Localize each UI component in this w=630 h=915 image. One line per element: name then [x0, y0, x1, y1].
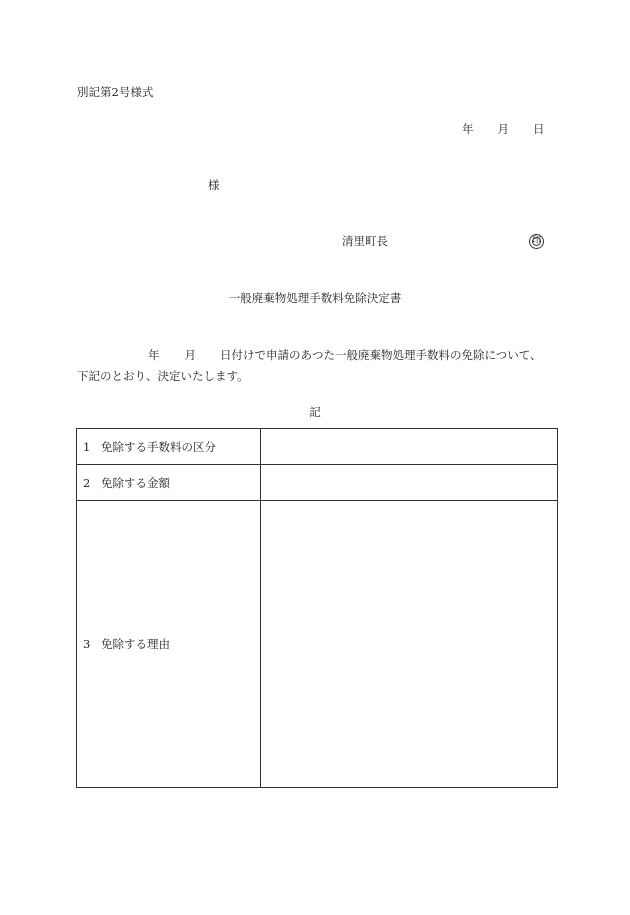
date-day-label: 日 — [533, 122, 545, 136]
seal-stamp: 印 — [529, 234, 544, 249]
body-text: 日付けで申請のあつた一般廃棄物処理手数料の免除について、 — [220, 348, 542, 362]
item-label-cell — [77, 465, 261, 501]
body-year-label: 年 — [148, 348, 160, 362]
item-label: 免除する理由 — [101, 637, 170, 651]
table-row — [77, 429, 558, 465]
issuer-name: 清里町長 — [342, 234, 388, 248]
item-value-cell[interactable] — [261, 501, 558, 788]
body-text-line1 — [148, 350, 542, 362]
item-label-cell — [77, 501, 261, 788]
table-row — [77, 465, 558, 501]
table-row — [77, 501, 558, 788]
item-label-cell — [77, 429, 261, 465]
item-value-cell[interactable] — [261, 429, 558, 465]
form-number: 別記第2号様式 — [77, 85, 154, 99]
date-month-label: 月 — [497, 122, 509, 136]
item-value-cell[interactable] — [261, 465, 558, 501]
document-title: 一般廃棄物処理手数料免除決定書 — [228, 291, 402, 305]
body-text-line2: 下記のとおり、決定いたします。 — [77, 369, 249, 383]
date-year-label: 年 — [462, 122, 474, 136]
item-number: 1 — [83, 439, 91, 454]
details-table — [76, 428, 558, 788]
item-label: 免除する手数料の区分 — [101, 439, 216, 454]
item-number: 2 — [83, 475, 91, 490]
item-number: 3 — [83, 637, 91, 651]
item-label: 免除する金額 — [101, 475, 170, 490]
body-month-label: 月 — [184, 348, 196, 362]
date-line — [462, 124, 545, 136]
ki-heading: 記 — [309, 405, 321, 419]
addressee-suffix: 様 — [208, 178, 220, 192]
